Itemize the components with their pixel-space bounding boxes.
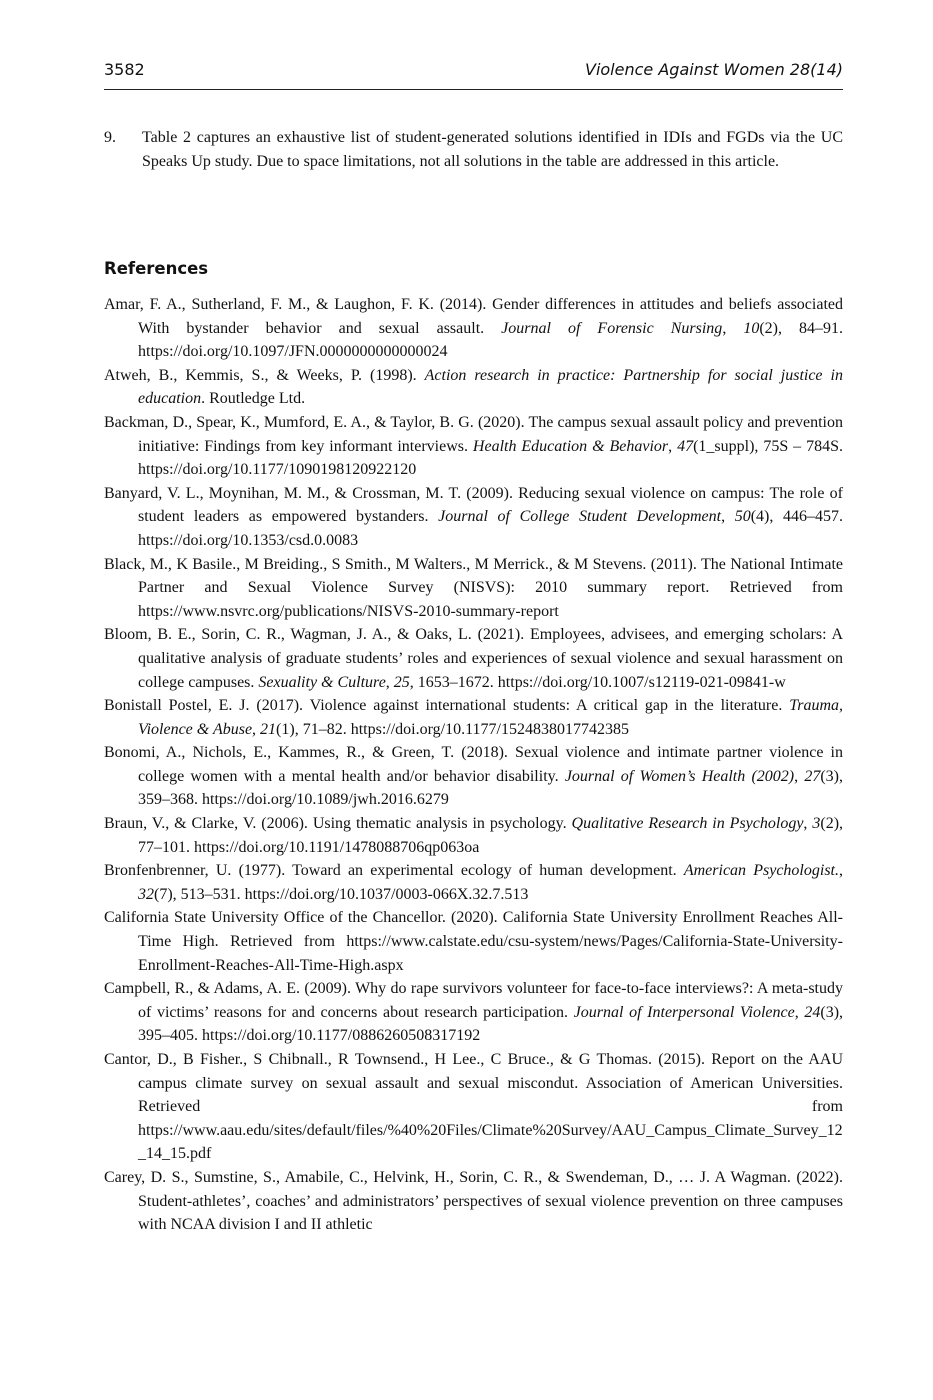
reference-text: Atweh, B., Kemmis, S., & Weeks, P. (1998). — [104, 366, 425, 384]
reference-text: , — [721, 508, 735, 526]
reference-source: Health Education & Behavior — [472, 437, 669, 455]
reference-text: , — [803, 815, 813, 833]
reference-source: American Psychologist. — [683, 862, 839, 880]
reference-text: (3), 395–405. https://doi.org/10.1177/0886260508317192 — [138, 1003, 844, 1045]
reference-source: Trauma, Violence & Abuse — [138, 697, 843, 738]
endnote-text: Table 2 captures an exhaustive list of student-generated solutions identified in IDIs and FGDs via the UC Speaks Up study. Due to space limitations, not all solutions in the table are addressed in this article. — [142, 129, 843, 170]
reference-text: (3), 359–368. https://doi.org/10.1089/jwh.2016.6279 — [138, 767, 843, 809]
reference-volume: 24 — [804, 1003, 821, 1021]
reference-entry — [104, 859, 843, 906]
reference-text: Bonistall Postel, E. J. (2017). Violence against international students: A critical gap in the literature. — [104, 697, 790, 715]
reference-text: Backman, D., Spear, K., Mumford, E. A., & Taylor, B. G. (2020). The campus sexual assault policy and prevention initiative: Findings from key informant interviews. — [104, 413, 843, 455]
reference-entry — [104, 553, 843, 624]
reference-volume: 47 — [677, 437, 694, 455]
reference-entry — [104, 741, 843, 812]
reference-text: (7), 513–531. https://doi.org/10.1037/0003-066X.32.7.513 — [154, 885, 529, 903]
reference-text: , — [839, 862, 843, 880]
reference-text: (2), 84–91. https://doi.org/10.1097/JFN.0000000000000024 — [138, 319, 844, 361]
references-list — [104, 293, 843, 1237]
reference-entry — [104, 906, 843, 977]
reference-text: , — [668, 437, 678, 455]
reference-volume: 25 — [393, 673, 410, 691]
reference-text: Bloom, B. E., Sorin, C. R., Wagman, J. A., & Oaks, L. (2021). Employees, advisees, and emerging scholars: A qualitative analysis of graduate students’ roles and experiences of sexual violence and sexual harassment on college campuses. — [104, 626, 843, 691]
reference-text: Cantor, D., B Fisher., S Chibnall., R Townsend., H Lee., C Bruce., & G Thomas. (2015). Report on the AAU campus climate survey on sexual assault and sexual miscondut. Association of American Universities. Retrieved from https://www.aau.edu/sites/default/files/%40%20Files/Climate%20Survey/AAU_Campus_Climate_Survey_12_14_15.pdf — [104, 1051, 843, 1163]
reference-entry — [104, 623, 843, 694]
reference-volume: 3 — [812, 815, 821, 833]
reference-entry — [104, 1048, 843, 1166]
reference-source: Qualitative Research in Psychology — [571, 815, 804, 833]
reference-text: Campbell, R., & Adams, A. E. (2009). Why do rape survivors volunteer for face-to-face interviews?: A meta-study of victims’ reasons for and concerns about research participation. — [104, 980, 843, 1021]
reference-entry — [104, 293, 843, 364]
reference-text: Black, M., K Basile., M Breiding., S Smith., M Walters., M Merrick., & M Stevens. (2011). The National Intimate Partner and Sexual Violence Survey (NISVS): 2010 summary report. Retrieved from https://www.nsvrc.org/publications/NISVS-2010-summary-report — [104, 555, 843, 620]
header-rule — [104, 89, 843, 90]
reference-text: (1), 71–82. https://doi.org/10.1177/1524838017742385 — [276, 720, 629, 738]
journal-title: Violence Against Women 28(14) — [585, 60, 843, 79]
references-heading: References — [104, 259, 209, 278]
reference-entry — [104, 482, 843, 553]
reference-volume: 21 — [260, 720, 277, 738]
endnote-9 — [104, 126, 843, 173]
reference-text: Amar, F. A., Sutherland, F. M., & Laughon, F. K. (2014). Gender differences in attitudes and beliefs associated With bystander behavior and sexual assault. — [104, 296, 843, 337]
reference-source: Journal of Women’s Health (2002) — [564, 767, 795, 785]
reference-volume: 32 — [138, 885, 154, 903]
reference-volume: 27 — [804, 767, 821, 785]
reference-text: . Routledge Ltd. — [201, 390, 306, 408]
reference-entry — [104, 812, 843, 859]
reference-text: California State University Office of the Chancellor. (2020). California State University Enrollment Reaches All-Time High. Retrieved from https://www.calstate.edu/csu-system/news/Pages/California-State-University-Enrollment-Reaches-All-Time-High.aspx — [104, 909, 843, 974]
reference-text: , — [252, 720, 261, 738]
endnote-number: 9. — [104, 129, 116, 146]
reference-text: Braun, V., & Clarke, V. (2006). Using thematic analysis in psychology. — [104, 815, 572, 833]
reference-text: , 1653–1672. https://doi.org/10.1007/s12119-021-09841-w — [409, 673, 786, 691]
reference-source: Journal of College Student Development — [438, 508, 722, 526]
reference-text: (2), 77–101. https://doi.org/10.1191/1478088706qp063oa — [138, 815, 844, 856]
reference-text: Bronfenbrenner, U. (1977). Toward an experimental ecology of human development. — [104, 862, 684, 880]
running-header — [104, 60, 843, 79]
reference-text: (4), 446–457. https://doi.org/10.1353/csd.0.0083 — [138, 508, 844, 549]
reference-entry — [104, 1166, 843, 1237]
page-number: 3582 — [104, 60, 145, 79]
reference-source: Sexuality & Culture — [258, 673, 386, 691]
reference-text: Banyard, V. L., Moynihan, M. M., & Crossman, M. T. (2009). Reducing sexual violence on campus: The role of student leaders as empowered bystanders. — [104, 484, 843, 526]
reference-volume: 10 — [743, 319, 760, 337]
reference-volume: 50 — [734, 508, 751, 526]
reference-source: Action research in practice: Partnership for social justice in education — [138, 366, 843, 408]
reference-source: Journal of Interpersonal Violence — [573, 1003, 795, 1021]
reference-text: , — [385, 673, 394, 691]
reference-entry — [104, 364, 843, 411]
reference-entry — [104, 694, 843, 741]
reference-text: Carey, D. S., Sumstine, S., Amabile, C., Helvink, H., Sorin, C. R., & Swendeman, D., … J. A Wagman. (2022). Student-athletes’, coaches’ and administrators’ perspectives of sexual violence prevention on three campuses with NCAA division I and II athletic — [104, 1168, 843, 1234]
reference-text: , — [794, 1003, 805, 1021]
reference-text: (1_suppl), 75S – 784S. https://doi.org/10.1177/1090198120922120 — [138, 437, 843, 479]
reference-text: , — [722, 319, 744, 337]
reference-source: Journal of Forensic Nursing — [501, 319, 723, 337]
reference-text: , — [794, 767, 805, 785]
reference-entry — [104, 977, 843, 1048]
reference-text: Bonomi, A., Nichols, E., Kammes, R., & Green, T. (2018). Sexual violence and intimate partner violence in college women with a mental health and/or behavior disability. — [104, 744, 843, 785]
reference-entry — [104, 411, 843, 482]
